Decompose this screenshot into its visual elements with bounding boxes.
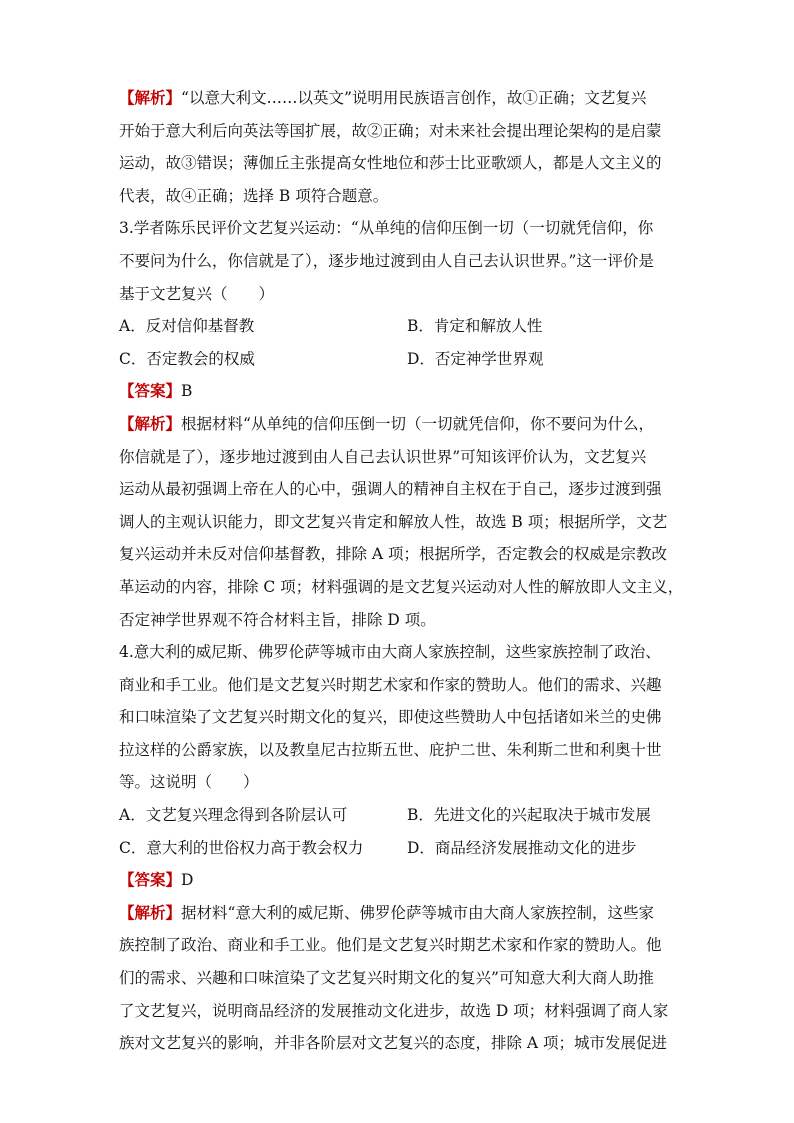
q2-analysis-line-3: 运动，故③错误；薄伽丘主张提高女性地位和莎士比亚歌颂人，都是人文主义的 [119,154,662,173]
q4-analysis-line-3: 们的需求、兴趣和口味渲染了文艺复兴时期文化的复兴”可知意大利大商人助推 [119,969,654,988]
q3-option-d: D．否定神学世界观 [407,349,544,368]
q3-analysis [119,408,684,636]
analysis-tag: 【解析】 [119,413,182,433]
q3-analysis-line-1: 【解析】根据材料“从单纯的信仰压倒一切（一切就凭信仰，你不要问为什么， [119,413,654,433]
q4-answer [119,864,675,897]
q3-analysis-line-5: 复兴运动并未反对信仰基督教，排除 A 项；根据所学，否定教会的权威是宗教改 [119,545,668,564]
q3-analysis-line-4: 调人的主观认识能力，即文艺复兴肯定和解放人性，故选 B 项；根据所学，文艺 [119,512,668,531]
answer-tag: 【答案】 [119,381,182,401]
q3-answer-value: B [181,382,193,401]
q3-analysis-line-7: 否定神学世界观不符合材料主旨，排除 D 项。 [119,610,436,629]
analysis-tag: 【解析】 [119,902,182,922]
q3-option-c: C．否定教会的权威 [119,349,255,368]
q3-analysis-line-2: 你信就是了），逐步地过渡到由人自己去认识世界”可知该评价认为，文艺复兴 [119,447,647,466]
q2-analysis-line-2: 开始于意大利后向英法等国扩展，故②正确；对未来社会提出理论架构的是启蒙 [119,121,662,140]
q4-stem-line-4: 拉这样的公爵家族，以及教皇尼古拉斯五世、庇护二世、朱利斯二世和利奥十世 [119,740,662,759]
q3-stem-line-1: 3.学者陈乐民评价文艺复兴运动：“从单纯的信仰压倒一切（一切就凭信仰，你 [119,219,654,238]
q4-analysis-line-1: 【解析】据材料“意大利的威尼斯、佛罗伦萨等城市由大商人家族控制，这些家 [119,902,654,922]
q4-stem-line-3: 和口味渲染了文艺复兴时期文化的复兴，即使这些赞助人中包括诸如米兰的史佛 [119,708,662,727]
q3-options-row-1 [119,310,675,343]
q4-analysis-line-2: 族控制了政治、商业和手工业。他们是文艺复兴时期艺术家和作家的赞助人。他 [119,936,662,955]
q4-options-row-1 [119,799,675,832]
q3-answer [119,375,675,408]
q3-stem [119,212,675,310]
q4-stem [119,636,675,799]
q4-option-d: D．商品经济发展推动文化的进步 [407,838,637,857]
q2-analysis-line-4: 代表，故④正确；选择 B 项符合题意。 [119,186,389,205]
page-content [119,82,684,1060]
answer-tag: 【答案】 [119,870,182,890]
q4-stem-line-2: 商业和手工业。他们是文艺复兴时期艺术家和作家的赞助人。他们的需求、兴趣 [119,675,662,694]
q4-options-row-2 [119,832,675,865]
q3-option-b: B．肯定和解放人性 [407,317,543,336]
q4-option-a: A．文艺复兴理念得到各阶层认可 [119,806,348,825]
q3-stem-line-2: 不要问为什么，你信就是了），逐步地过渡到由人自己去认识世界。”这一评价是 [119,251,654,270]
q3-analysis-line-6: 革运动的内容，排除 C 项；材料强调的是文艺复兴运动对人性的解放即人文主义， [119,577,684,596]
q2-analysis-line-1: 【解析】“以意大利文……以英文”说明用民族语言创作，故①正确；文艺复兴 [119,88,647,107]
q3-option-a: A．反对信仰基督教 [119,317,255,336]
q4-analysis-line-4: 了文艺复兴，说明商品经济的发展推动文化进步，故选 D 项；材料强调了商人家 [119,1001,669,1020]
q4-option-c: C．意大利的世俗权力高于教会权力 [119,838,364,857]
q3-options-row-2 [119,343,675,376]
q4-stem-line-5: 等。这说明（ ） [119,773,259,792]
q4-option-b: B．先进文化的兴起取决于城市发展 [407,806,651,825]
q4-stem-line-1: 4.意大利的威尼斯、佛罗伦萨等城市由大商人家族控制，这些家族控制了政治、 [119,643,661,662]
q3-analysis-line-3: 运动从最初强调上帝在人的心中，强调人的精神自主权在于自己，逐步过渡到强 [119,480,662,499]
q3-stem-line-3: 基于文艺复兴（ ） [119,284,275,303]
q4-answer-value: D [181,871,194,890]
q2-analysis [119,82,675,212]
q4-analysis [119,897,675,1060]
q4-analysis-line-5: 族对文艺复兴的影响，并非各阶层对文艺复兴的态度，排除 A 项；城市发展促进 [119,1034,668,1053]
analysis-tag: 【解析】 [119,88,182,107]
